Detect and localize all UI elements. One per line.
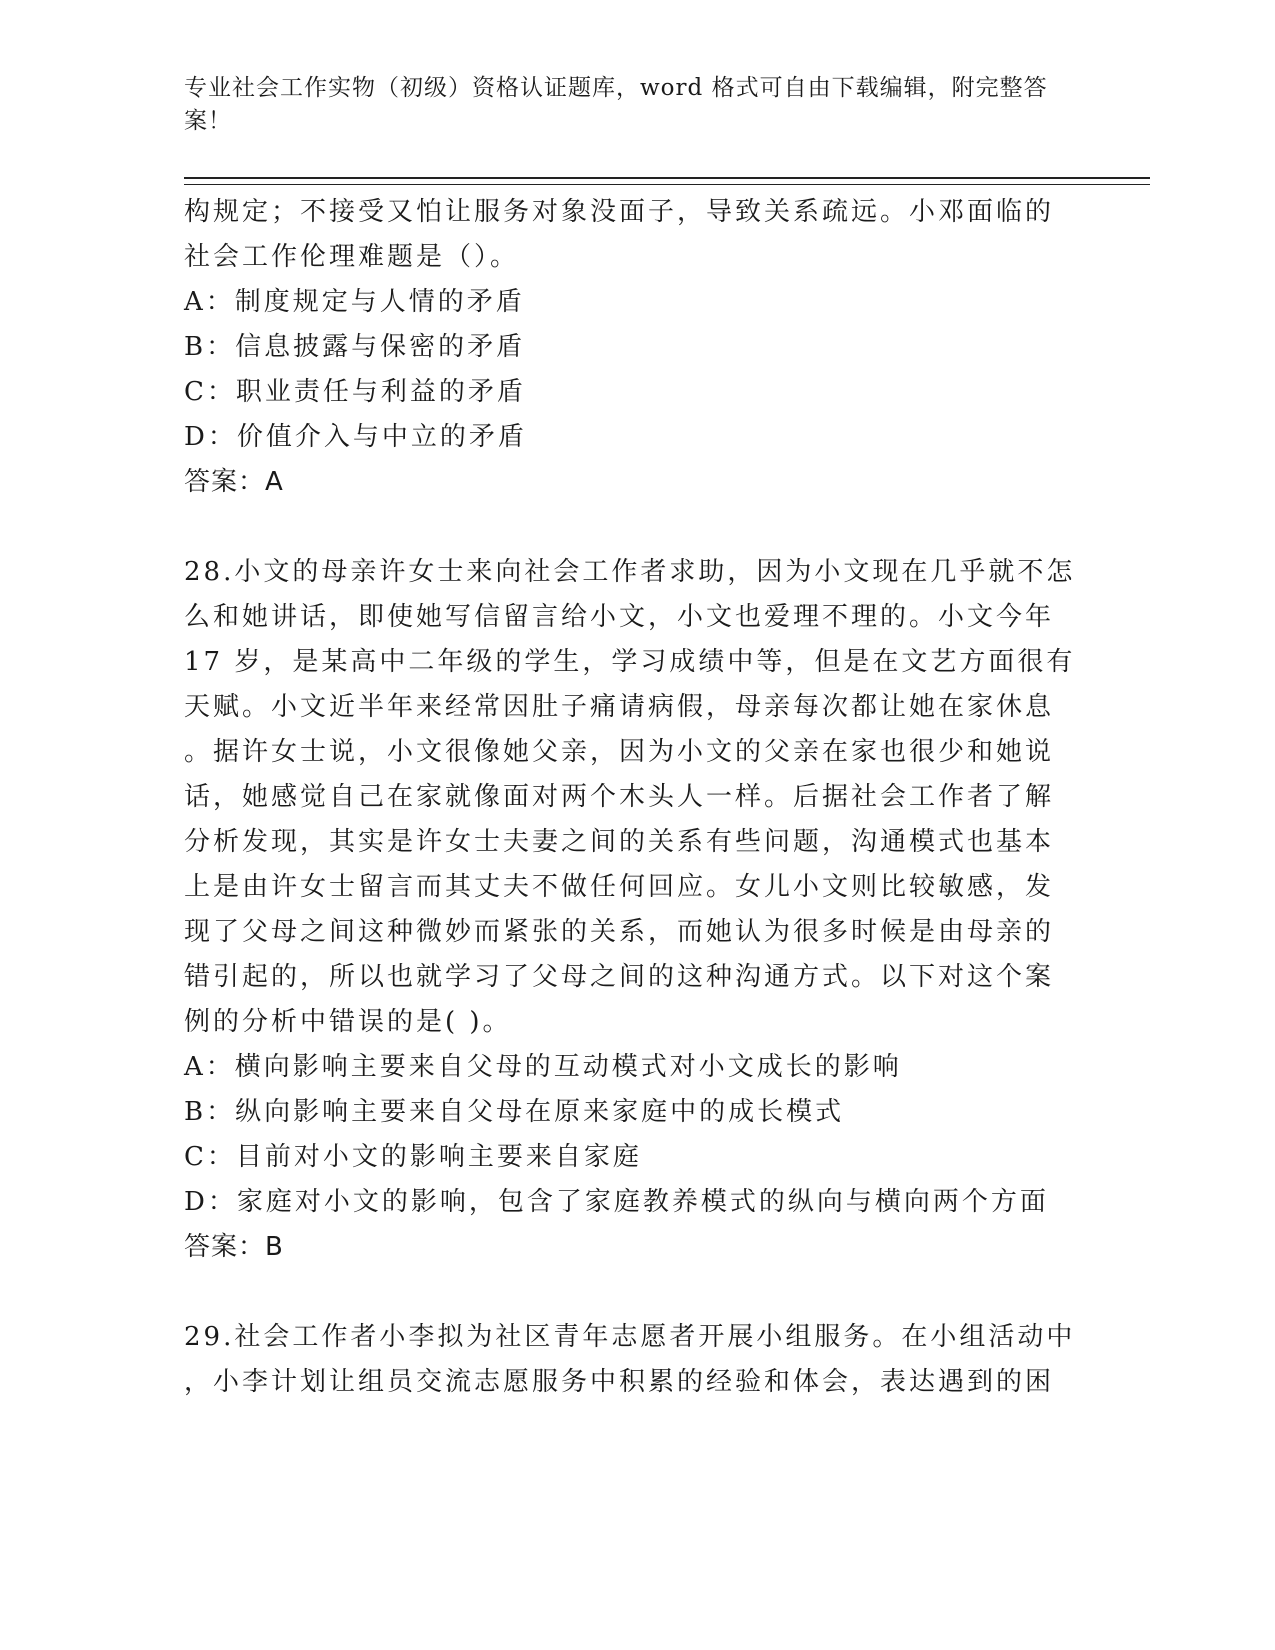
q28-option-b: B：纵向影响主要来自父母在原来家庭中的成长模式 [184,1097,845,1127]
question-27 [184,190,1064,505]
q28-stem-line: 17 岁，是某高中二年级的学生，学习成绩中等，但是在文艺方面很有 [184,647,1076,677]
q28-stem-line: 28.小文的母亲许女士来向社会工作者求助，因为小文现在几乎就不怎 [184,557,1076,587]
q28-option-d: D：家庭对小文的影响，包含了家庭教养模式的纵向与横向两个方面 [184,1187,1049,1217]
q28-stem-line: 分析发现，其实是许女士夫妻之间的关系有些问题，沟通模式也基本 [184,827,1055,857]
q28-stem-line: 例的分析中错误的是( )。 [184,1007,512,1037]
q27-option-d: D：价值介入与中立的矛盾 [184,422,527,452]
q28-stem-line: 么和她讲话，即使她写信留言给小文，小文也爱理不理的。小文今年 [184,602,1055,632]
q29-stem-line: ，小李计划让组员交流志愿服务中积累的经验和体会，表达遇到的困 [184,1367,1055,1397]
page-content [184,190,1076,1405]
question-28 [184,550,1076,1270]
question-spacer [184,505,1064,550]
header-line-2: 案！ [184,108,232,134]
q27-option-a: A：制度规定与人情的矛盾 [184,287,525,317]
q28-answer: 答案：B [184,1232,284,1262]
q28-stem-line: 现了父母之间这种微妙而紧张的关系，而她认为很多时候是由母亲的 [184,917,1055,947]
q28-option-a: A：横向影响主要来自父母的互动模式对小文成长的影响 [184,1052,902,1082]
q27-option-b: B：信息披露与保密的矛盾 [184,332,526,362]
q27-answer: 答案：A [184,467,284,497]
header-rule-thin [184,184,1150,185]
header-line-1: 专业社会工作实物（初级）资格认证题库，word 格式可自由下载编辑，附完整答 [184,75,1048,101]
q29-stem-line: 29.社会工作者小李拟为社区青年志愿者开展小组服务。在小组活动中 [184,1322,1076,1352]
q28-stem-line: 错引起的，所以也就学习了父母之间的这种沟通方式。以下对这个案 [184,962,1055,992]
q28-option-c: C：目前对小文的影响主要来自家庭 [184,1142,642,1172]
q27-stem-line: 社会工作伦理难题是（）。 [184,242,520,272]
q28-stem-line: 上是由许女士留言而其丈夫不做任何回应。女儿小文则比较敏感，发 [184,872,1055,902]
header-rule-thick [184,177,1150,179]
q28-stem-line: 话，她感觉自己在家就像面对两个木头人一样。后据社会工作者了解 [184,782,1055,812]
page-header [184,72,1064,138]
question-spacer [184,1270,1064,1315]
q27-stem-line: 构规定；不接受又怕让服务对象没面子，导致关系疏远。小邓面临的 [184,197,1055,227]
question-29 [184,1315,1076,1405]
q28-stem-line: 。据许女士说，小文很像她父亲，因为小文的父亲在家也很少和她说 [184,737,1055,767]
q27-option-c: C：职业责任与利益的矛盾 [184,377,526,407]
q28-stem-line: 天赋。小文近半年来经常因肚子痛请病假，母亲每次都让她在家休息 [184,692,1055,722]
